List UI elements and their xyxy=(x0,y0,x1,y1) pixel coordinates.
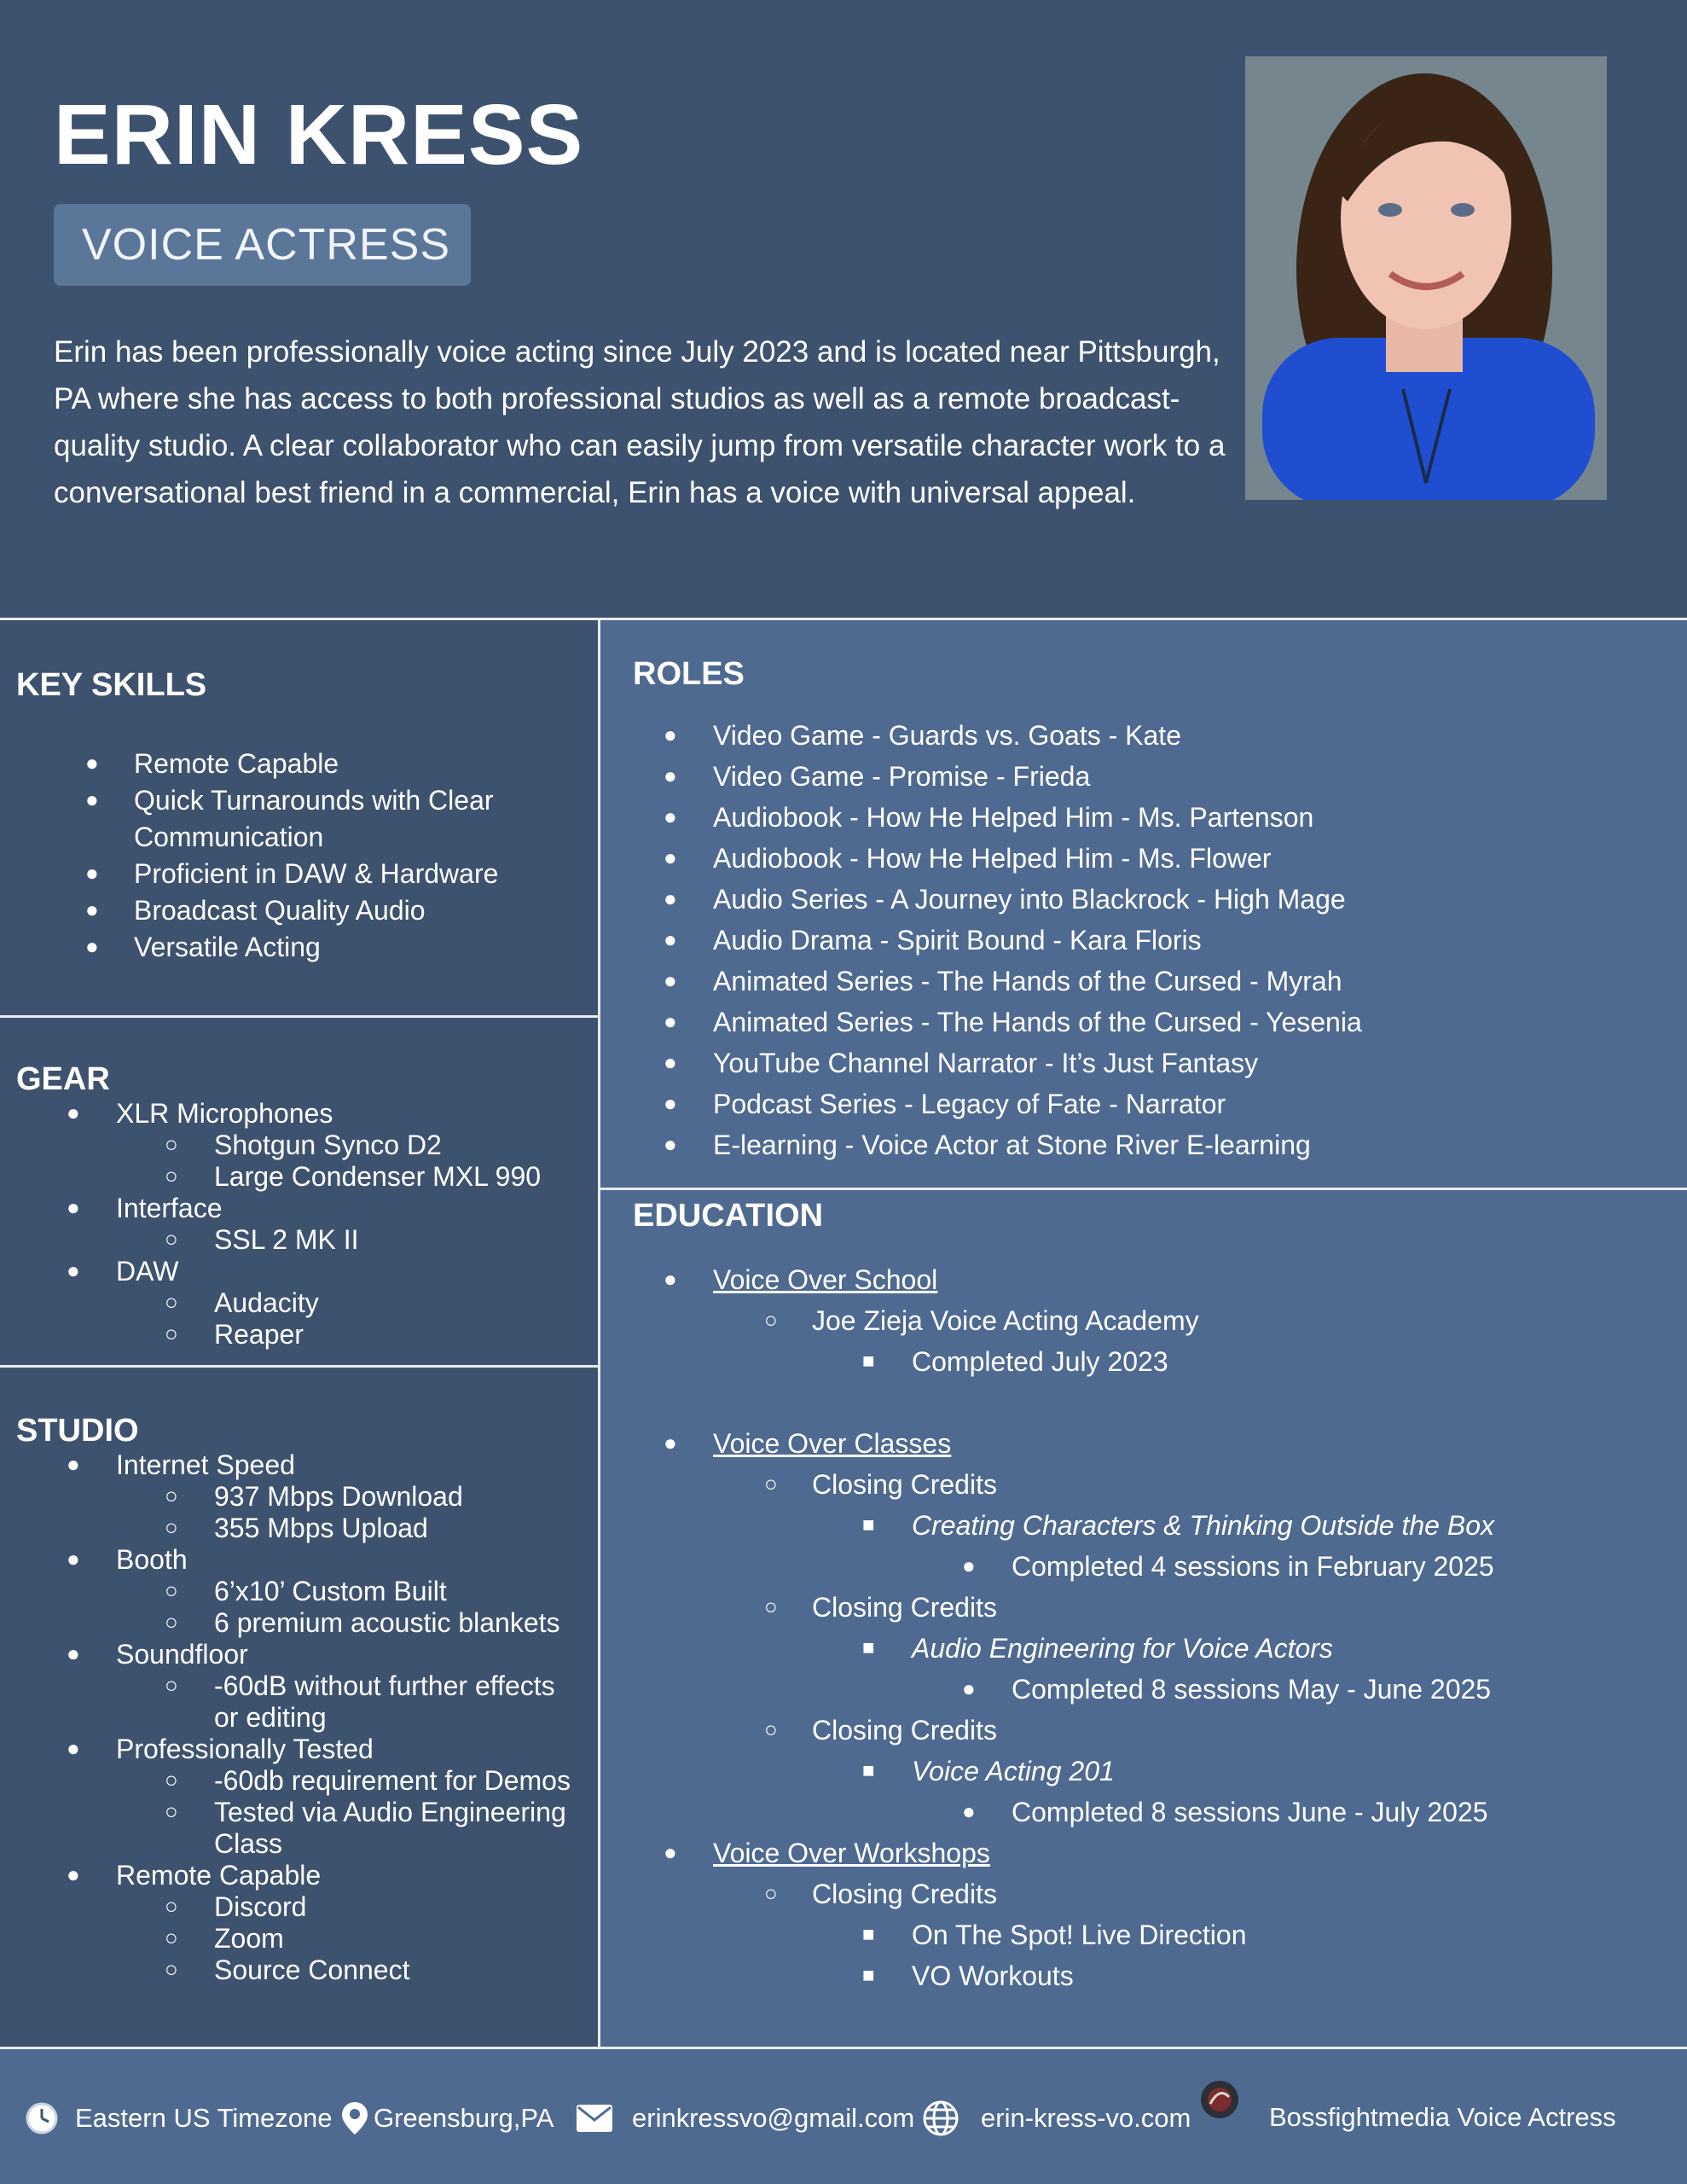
roles-education-divider xyxy=(600,1188,1687,1190)
role-item: ● Audio Drama - Spirit Bound - Kara Floris xyxy=(600,925,1362,966)
website-link[interactable]: erin-kress-vo.com xyxy=(981,2103,1191,2133)
mail-icon xyxy=(576,2104,613,2133)
studio-subitem: ○ -60dB without further effects xyxy=(0,1670,571,1702)
education-detail: ● Completed 8 sessions June - July 2025 xyxy=(600,1797,1494,1838)
education-workshop: ■ VO Workouts xyxy=(600,1960,1494,2001)
role-item: ● Video Game - Guards vs. Goats - Kate xyxy=(600,720,1362,761)
role-item: ● Animated Series - The Hands of the Cursed - Myrah xyxy=(600,966,1362,1007)
header xyxy=(0,0,1687,618)
studio-heading: STUDIO xyxy=(16,1413,139,1449)
education-provider: ○ Closing Credits xyxy=(600,1469,1494,1510)
roles-list xyxy=(600,720,1362,1170)
map-pin-icon xyxy=(339,2100,370,2136)
education-provider: ○ Closing Credits xyxy=(600,1592,1494,1633)
education-detail: ● Completed 4 sessions in February 2025 xyxy=(600,1551,1494,1592)
gear-subitem: ○ Reaper xyxy=(0,1319,541,1350)
role-item: ● Animated Series - The Hands of the Cursed - Yesenia xyxy=(600,1007,1362,1048)
skill-item: ● Remote Capable xyxy=(0,748,498,785)
gear-subitem: ○ Large Condenser MXL 990 xyxy=(0,1161,541,1193)
agency-logo-icon xyxy=(1198,2078,1241,2121)
studio-item: ● Internet Speed xyxy=(0,1449,571,1481)
studio-item: ● Remote Capable xyxy=(0,1860,571,1891)
agency-text[interactable]: Bossfightmedia Voice Actress xyxy=(1269,2102,1616,2132)
title-badge: VOICE ACTRESS xyxy=(54,204,471,286)
education-course: ■ Voice Acting 201 xyxy=(600,1756,1494,1797)
gear-heading: GEAR xyxy=(16,1061,110,1097)
email-item[interactable] xyxy=(576,2100,914,2136)
studio-item: ● Soundfloor xyxy=(0,1639,571,1670)
clock-icon xyxy=(24,2100,60,2136)
studio-subitem: ○ Source Connect xyxy=(0,1955,571,1986)
roles-heading: ROLES xyxy=(633,656,745,692)
location-text: Greensburg,PA xyxy=(374,2103,554,2133)
studio-subitem-continued: Class xyxy=(214,1828,283,1859)
education-list xyxy=(600,1264,1494,2001)
skills-gear-divider xyxy=(0,1015,598,1018)
skill-item: ● Versatile Acting xyxy=(0,932,498,968)
agency-item[interactable] xyxy=(1198,2082,1616,2132)
timezone-item xyxy=(24,2100,333,2136)
gear-subitem: ○ Audacity xyxy=(0,1287,541,1319)
studio-subitem: ○ Tested via Audio Engineering xyxy=(0,1797,571,1828)
skill-item: ● Broadcast Quality Audio xyxy=(0,895,498,932)
education-spacer xyxy=(600,1387,1494,1428)
role-item: ● Podcast Series - Legacy of Fate - Narrator xyxy=(600,1089,1362,1130)
skill-item: ● Proficient in DAW & Hardware xyxy=(0,858,498,895)
role-item: ● Audiobook - How He Helped Him - Ms. Partenson xyxy=(600,802,1362,843)
education-category: ● Voice Over School xyxy=(600,1264,1494,1305)
gear-item: ● Interface xyxy=(0,1193,541,1224)
education-provider: ○ Closing Credits xyxy=(600,1879,1494,1920)
studio-subitem: ○ 937 Mbps Download xyxy=(0,1481,571,1513)
education-category: ● Voice Over Classes xyxy=(600,1428,1494,1469)
gear-studio-divider xyxy=(0,1365,598,1368)
studio-subitem: ○ Discord xyxy=(0,1891,571,1923)
education-heading: EDUCATION xyxy=(633,1198,824,1234)
studio-subitem: ○ 6’x10’ Custom Built xyxy=(0,1576,571,1607)
studio-subitem: ○ -60db requirement for Demos xyxy=(0,1765,571,1797)
education-detail: ● Completed 8 sessions May - June 2025 xyxy=(600,1674,1494,1715)
education-course: ■ Audio Engineering for Voice Actors xyxy=(600,1633,1494,1674)
key-skills-list xyxy=(0,748,498,968)
name-heading: ERIN KRESS xyxy=(54,87,584,183)
studio-subitem: ○ Zoom xyxy=(0,1923,571,1955)
education-provider: ○ Closing Credits xyxy=(600,1715,1494,1756)
studio-subitem-continued: or editing xyxy=(214,1702,327,1733)
gear-list xyxy=(0,1098,541,1350)
role-item: ● E-learning - Voice Actor at Stone River E-learning xyxy=(600,1130,1362,1170)
education-provider: ○ Joe Zieja Voice Acting Academy xyxy=(600,1305,1494,1346)
education-category: ● Voice Over Workshops xyxy=(600,1838,1494,1879)
portrait-illustration xyxy=(1245,56,1607,500)
studio-list xyxy=(0,1449,571,1986)
bio-paragraph: Erin has been professionally voice acting since July 2023 and is located near Pittsburgh, PA where she has access to both professional studios as well as a remote broadcast-quality studio. A clear collaborator who can easily jump from versatile character work to a conversational best friend in a commercial, Erin has a voice with universal appeal. xyxy=(54,335,1226,509)
skill-item-continued: Communication xyxy=(134,822,324,852)
footer xyxy=(0,2049,1687,2184)
role-item: ● Audio Series - A Journey into Blackrock - High Mage xyxy=(600,884,1362,925)
role-item: ● Audiobook - How He Helped Him - Ms. Flower xyxy=(600,843,1362,884)
role-item: ● YouTube Channel Narrator - It’s Just Fantasy xyxy=(600,1048,1362,1089)
skill-item: ● Quick Turnarounds with Clear xyxy=(0,785,498,822)
studio-item: ● Booth xyxy=(0,1544,571,1576)
profile-photo xyxy=(1245,56,1607,500)
gear-item: ● DAW xyxy=(0,1256,541,1287)
role-item: ● Video Game - Promise - Frieda xyxy=(600,761,1362,802)
studio-item: ● Professionally Tested xyxy=(0,1734,571,1765)
right-column xyxy=(600,620,1687,2047)
gear-item: ● XLR Microphones xyxy=(0,1098,541,1130)
gear-subitem: ○ SSL 2 MK II xyxy=(0,1224,541,1256)
studio-subitem: ○ 6 premium acoustic blankets xyxy=(0,1607,571,1639)
left-column xyxy=(0,620,598,2047)
gear-subitem: ○ Shotgun Synco D2 xyxy=(0,1130,541,1161)
timezone-text: Eastern US Timezone xyxy=(75,2103,333,2133)
globe-icon xyxy=(921,2099,960,2138)
education-course: ■ Creating Characters & Thinking Outside the Box xyxy=(600,1510,1494,1551)
website-item[interactable] xyxy=(921,2100,1191,2136)
key-skills-heading: KEY SKILLS xyxy=(16,667,207,703)
education-detail: ■ Completed July 2023 xyxy=(600,1346,1494,1387)
education-workshop: ■ On The Spot! Live Direction xyxy=(600,1920,1494,1960)
email-link[interactable]: erinkressvo@gmail.com xyxy=(632,2103,915,2133)
studio-subitem: ○ 355 Mbps Upload xyxy=(0,1513,571,1544)
location-item xyxy=(339,2100,554,2136)
